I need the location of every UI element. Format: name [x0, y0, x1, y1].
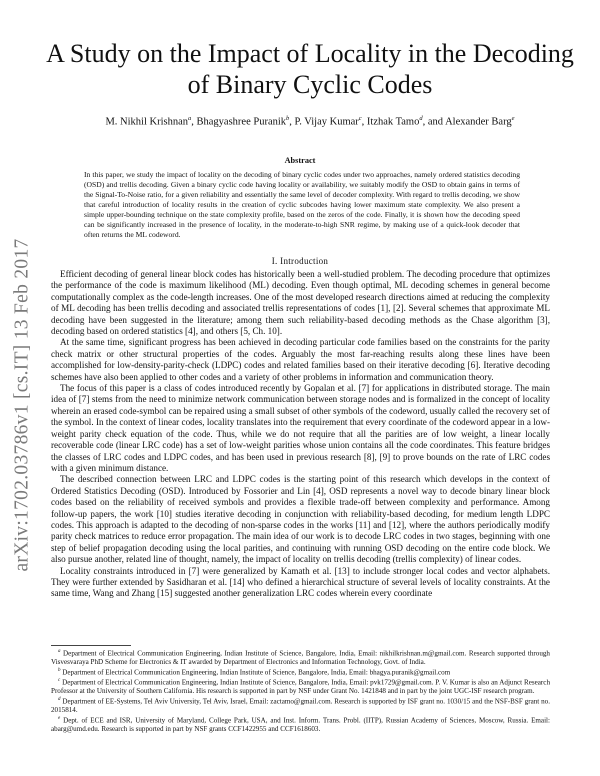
author-mark: b [286, 115, 290, 122]
author-mark: c [358, 115, 362, 122]
footnote-mark: e [58, 716, 61, 722]
body-text [51, 269, 550, 600]
author-mark: a [188, 115, 192, 122]
paragraph: The focus of this paper is a class of codes introduced recently by Gopalan et al. [7] for applications in distributed storage. The main idea of [7] stems from the need to minimize network communication between storage nodes and is formalized in the concept of locality wherein an erased code-symbol can be repaired using a small subset of other symbols of the codeword, usually called the recovery set of the symbol. In the context of linear codes, locality translates into the requirement that every coordinate of the codeword appear in a low-weight parity check equation of the code. Thus, while we do not require that all the parities are of low weight, a linear locally recoverable code (linear LRC code) has a set of low-weight parities whose union contains all the code coordinates. This feature bridges the classes of LRC codes and LDPC codes, and has been used in previous research [8], [9] to prove bounds on the rate of LRC codes with a given minimum distance. [51, 383, 550, 473]
footnote-mark: d [58, 697, 61, 703]
footnote [51, 677, 550, 696]
abstract-text: In this paper, we study the impact of locality on the decoding of binary cyclic codes under two approaches, namely ordered statistics decoding (OSD) and trellis decoding. Given a binary cyclic code having locality or availability, we suitably modify the OSD to obtain gains in terms of the Signal-To-Noise ratio, for a given reliability and essentially the same level of decoder complexity. With regard to trellis decoding, we show that careful introduction of locality results in the creation of cyclic subcodes having lower maximum state complexity. We also present a simple upper-bounding technique on the state complexity profile, based on the zeros of the code. Finally, it is shown how the decoding speed can be significantly increased in the presence of locality, in the moderate-to-high SNR regime, by making use of a quick-look decoder that often returns the ML codeword. [84, 170, 520, 239]
author-list: M. Nikhil Krishnan$^a$, Bhagyashree Puranik$^b$, P. Vijay Kumar$^c$, Itzhak Tamo$^d$, and Alexander Barg$^e$ [105, 115, 515, 128]
author-mark: e [511, 115, 515, 122]
footnote-rule [51, 645, 131, 646]
footnote-mark: a [58, 649, 61, 654]
author-name: P. Vijay Kumar [294, 116, 359, 128]
paragraph: Efficient decoding of general linear block codes has historically been a well-studied problem. The decoding procedure that optimizes the performance of the code is maximum likelihood (ML) decoding. Even though optimal, ML decoding schemes in general become computationally complex as the code-length increases. One of the most developed research directions aimed at reducing the complexity of ML decoding has been trellis decoding and associated trellis representations of codes [1], [2]. Several schemes that approximate ML decoding have been suggested in the literature; among them such reliability-based decoding methods as the Chase algorithm [3], decoding based on ordered statistics [4], and others [5, Ch. 10]. [51, 269, 550, 337]
footnote [51, 667, 550, 677]
author-name: Itzhak Tamo [366, 116, 420, 128]
section-heading: I. Introduction [271, 256, 329, 266]
footnotes [51, 648, 550, 734]
paper-title: A Study on the Impact of Locality in the Decoding of Binary Cyclic Codes [46, 39, 574, 99]
arxiv-stamp [6, 240, 40, 570]
footnote-text: Department of Electrical Communication Engineering, Indian Institute of Science, Bangalore, India, Email: bhagya.puranik@gmail.com [62, 668, 451, 677]
arxiv-id: arXiv:1702.03786v1 [cs.IT] 13 Feb 2017 [12, 238, 34, 572]
footnote-text: Department of Electrical Communication Engineering, Indian Institute of Science, Bangalore, India, Email: nikhilkrishnan.m@gmail.com. Research supported through Visvesvaraya PhD Scheme for Electronics & IT awarded by Department of Electronics and Information Technology, Govt. of India. [51, 649, 550, 667]
author-name: M. Nikhil Krishnan [105, 116, 189, 128]
footnote-text: Department of Electrical Communication Engineering, Indian Institute of Science, Bangalore, India, Email: pvk1729@gmail.com. P. V. Kumar is also an Adjunct Research Professor at the University of Southern California. His research is supported in part by NSF under Grant No. 1421848 and in part by the joint UGC-ISF research program. [51, 678, 550, 696]
footnote-text: Department of EE-Systems, Tel Aviv University, Tel Aviv, Israel, Email: zactamo@gmail.com. Research is supported by ISF grant no. 1030/15 and the NSF-BSF grant no. 2015814. [51, 697, 550, 715]
abstract-heading: Abstract [284, 156, 316, 165]
footnote-mark: b [58, 667, 61, 673]
footnote [51, 715, 550, 734]
footnote [51, 696, 550, 715]
footnote [51, 648, 550, 667]
paragraph: The described connection between LRC and LDPC codes is the starting point of this research which develops in the context of Ordered Statistics Decoding (OSD). Introduced by Fossorier and Lin [4], OSD represents a novel way to decode binary linear block codes based on the reliability of received symbols and provides a flexible trade-off between complexity and performance. Among follow-up papers, the work [10] studies iterative decoding in conjunction with reliability-based decoding, for medium length LDPC codes. This approach is adapted to the decoding of non-sparse codes in the works [11] and [12], where the authors periodically modify parity check matrices to reduce error propagation. The main idea of our work is to decode LRC codes in two stages, beginning with one step of belief propagation decoding using the local parities, and continuing with running OSD decoding on the entire code block. We also pursue another, related line of thought, namely, the impact of locality on trellis decoding (trellis complexity) of linear codes. [51, 474, 550, 565]
footnote-mark: c [58, 678, 61, 684]
paragraph: Locality constraints introduced in [7] were generalized by Kamath et al. [13] to include stronger local codes and vector alphabets. They were further extended by Sasidharan et al. [14] who defined a hierarchical structure of several levels of locality constraints. At the same time, Wang and Zhang [15] suggested another generalization LRC codes wherein every coordinate [51, 565, 550, 599]
author-name: Alexander Barg [445, 116, 512, 128]
author-name: Bhagyashree Puranik [196, 116, 287, 128]
footnote-text: Dept. of ECE and ISR, University of Maryland, College Park, USA, and Inst. Inform. Trans. Probl. (IITP), Russian Academy of Sciences, Moscow, Russia. Email: abarg@umd.edu. Research is supported in part by NSF grants CCF1422955 and CCF1618603. [51, 716, 550, 734]
paragraph: At the same time, significant progress has been achieved in decoding particular code families based on the constraints for the parity check matrix or other structural properties of the codes. Arguably the most far-reaching results along these lines have been accomplished for low-density-parity-check (LDPC) codes and related families based on their iterative decoding [6]. Iterative decoding schemes have also been applied to other codes and a variety of other problems in information and communication theory. [51, 337, 550, 382]
author-mark: d [419, 115, 423, 122]
